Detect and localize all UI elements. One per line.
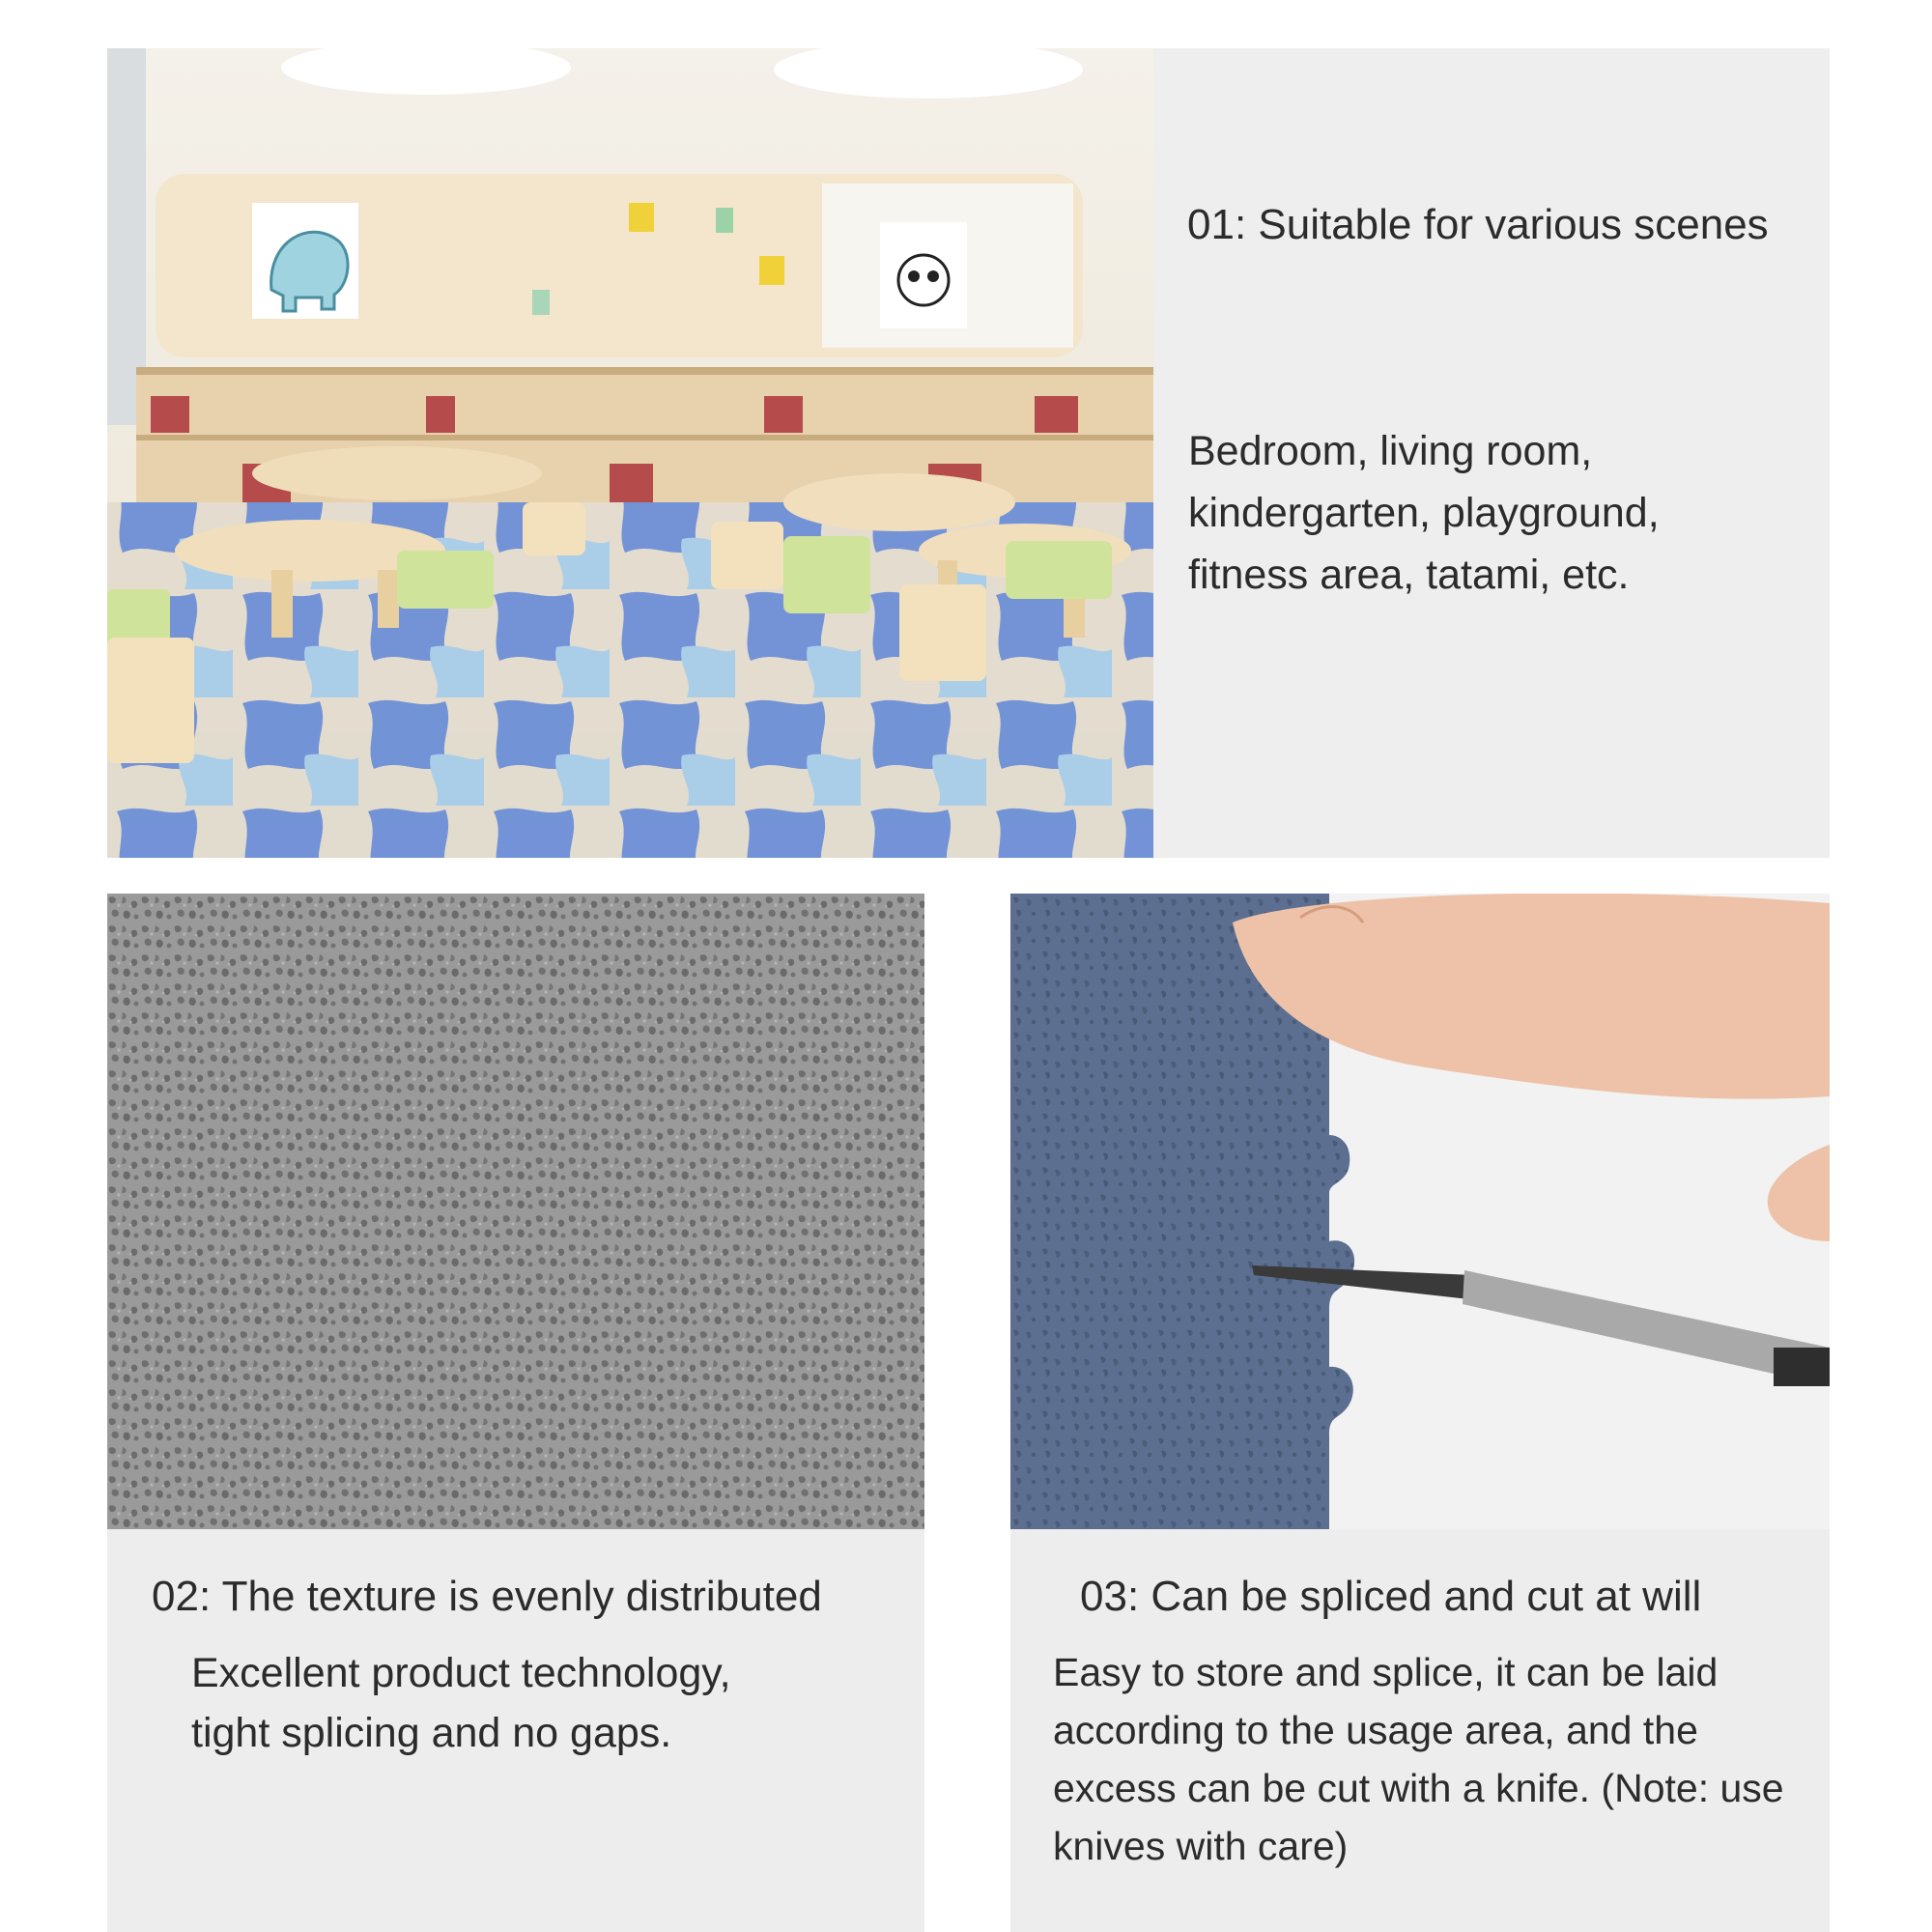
scene-description-card bbox=[1153, 48, 1830, 858]
texture-description-card bbox=[107, 1529, 924, 1932]
cutting-demo-image bbox=[1010, 894, 1830, 1529]
cutting-description-card bbox=[1010, 1529, 1830, 1932]
section-1-title: 01: Suitable for various scenes bbox=[1187, 201, 1769, 248]
section-1-body: Bedroom, living room, kindergarten, playground, fitness area, tatami, etc. bbox=[1188, 428, 1660, 598]
section-3-title: 03: Can be spliced and cut at will bbox=[1080, 1573, 1702, 1620]
classroom-scene-image bbox=[107, 48, 1153, 858]
mat-cutting-illustration bbox=[1010, 894, 1830, 1529]
mat-texture-illustration bbox=[107, 894, 924, 1529]
section-2-body: Excellent product technology, tight splicing and no gaps. bbox=[191, 1650, 731, 1756]
section-3-body: Easy to store and splice, it can be laid according to the usage area, and the excess can be cut with a knife. (Note: use knives with care) bbox=[1053, 1650, 1784, 1868]
classroom-illustration bbox=[107, 48, 1153, 858]
texture-closeup-image bbox=[107, 894, 924, 1529]
section-2-title: 02: The texture is evenly distributed bbox=[152, 1573, 822, 1620]
